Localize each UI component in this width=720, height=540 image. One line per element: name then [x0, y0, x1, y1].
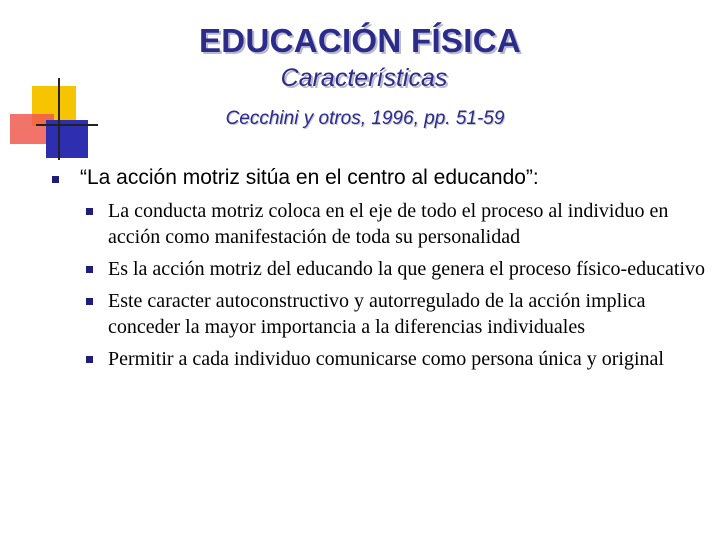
list-item-text: Este caracter autoconstructivo y autorregulado de la acción implica conceder la mayor importancia a la diferencias individuales — [108, 290, 646, 338]
bullet-icon — [86, 298, 93, 305]
list-item — [108, 256, 708, 282]
bullet-icon — [86, 266, 93, 273]
bullet-icon — [86, 208, 93, 215]
main-bullet-icon — [52, 176, 59, 183]
slide-subtitle: Características — [280, 64, 448, 92]
bullet-icon — [86, 356, 93, 363]
sub-bullet-list — [108, 198, 708, 372]
list-item — [108, 346, 708, 372]
list-item — [108, 198, 708, 250]
list-item-text: Es la acción motriz del educando la que genera el proceso físico-educativo — [108, 258, 705, 280]
list-item-text: Permitir a cada individuo comunicarse como persona única y original — [108, 348, 664, 370]
list-item — [108, 288, 708, 340]
citation: Cecchini y otros, 1996, pp. 51-59 — [225, 108, 505, 129]
list-item-text: La conducta motriz coloca en el eje de todo el proceso al individuo en acción como manifestación de toda su personalidad — [108, 200, 669, 248]
main-bullet-text: “La acción motriz sitúa en el centro al educando”: — [80, 166, 539, 189]
slide-title: EDUCACIÓN FÍSICA — [199, 22, 521, 59]
